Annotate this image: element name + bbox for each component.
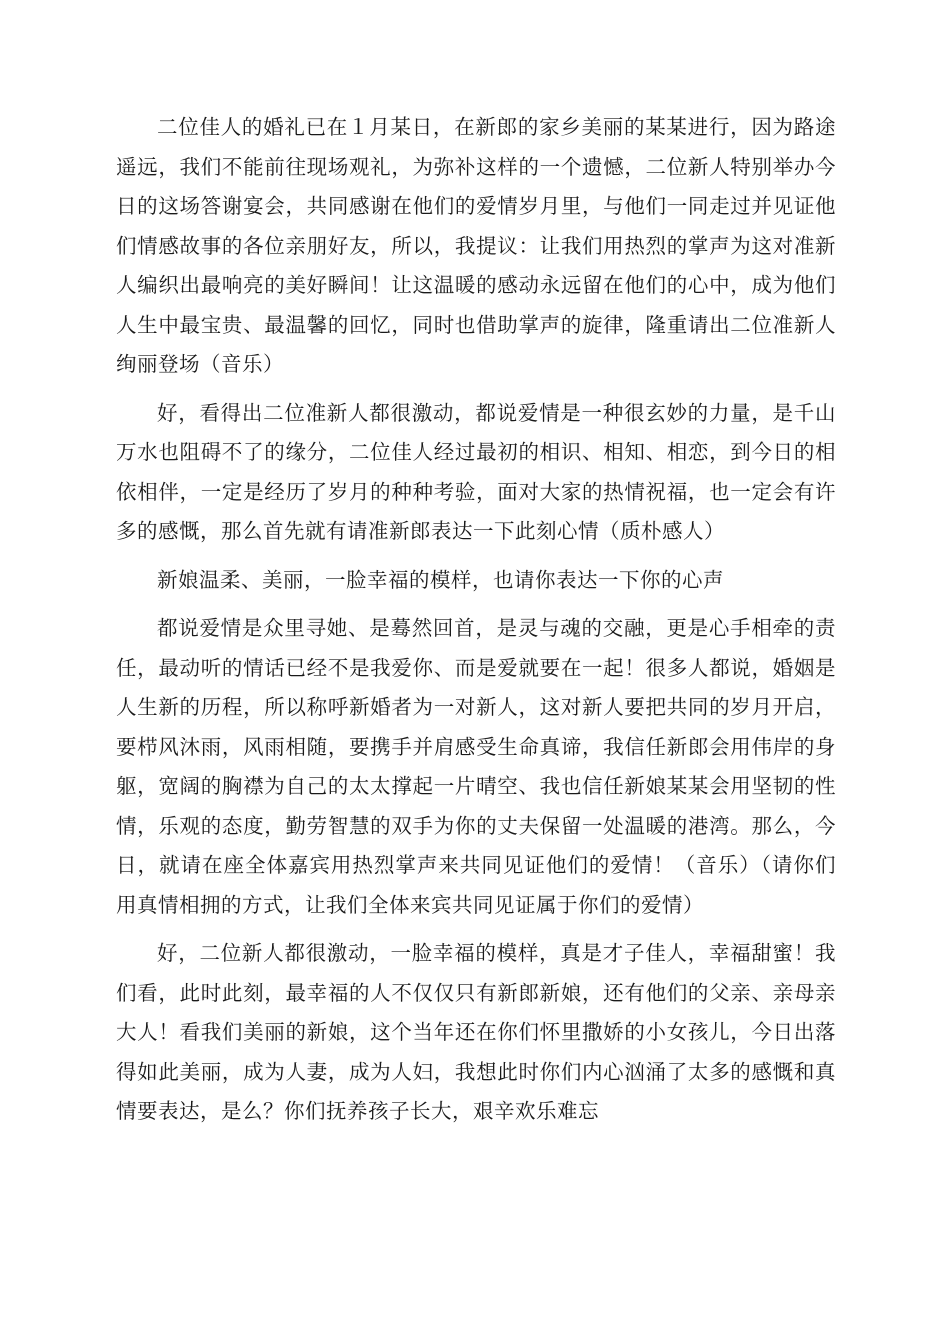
document-body <box>116 108 836 1141</box>
paragraph-groom-speech-invite: 好，看得出二位准新人都很激动，都说爱情是一种很玄妙的力量，是千山万水也阻碍不了的缘分，二位佳人经过最初的相识、相知、相恋，到今日的相依相伴，一定是经历了岁月的种种考验，面对大家的热情祝福，也一定会有许多的感慨，那么首先就有请准新郎表达一下此刻心情（质朴感人） <box>116 400 836 543</box>
paragraph-parents-tribute: 好，二位新人都很激动，一脸幸福的模样，真是才子佳人，幸福甜蜜！我们看，此时此刻，最幸福的人不仅仅只有新郎新娘，还有他们的父亲、亲母亲大人！看我们美丽的新娘，这个当年还在你们怀里撒娇的小女孩儿，今日出落得如此美丽，成为人妻，成为人妇，我想此时你们内心汹涌了太多的感慨和真情要表达，是么？你们抚养孩子长大，艰辛欢乐难忘 <box>116 941 836 1123</box>
paragraph-bride-speech-invite: 新娘温柔、美丽，一脸幸福的模样，也请你表达一下你的心声 <box>157 567 724 592</box>
paragraph-wedding-intro: 二位佳人的婚礼已在１月某日，在新郎的家乡美丽的某某进行，因为路途遥远，我们不能前往现场观礼，为弥补这样的一个遗憾，二位新人特别举办今日的这场答谢宴会，共同感谢在他们的爱情岁月里，与他们一同走过并见证他们情感故事的各位亲朋好友，所以，我提议：让我们用热烈的掌声为这对准新人编织出最响亮的美好瞬间！让这温暖的感动永远留在他们的心中，成为他们人生中最宝贵、最温馨的回忆，同时也借助掌声的旋律，隆重请出二位准新人绚丽登场（音乐） <box>116 115 836 376</box>
paragraph-love-vows: 都说爱情是众里寻她、是蓦然回首，是灵与魂的交融，更是心手相牵的责任，最动听的情话已经不是我爱你、而是爱就要在一起！很多人都说，婚姻是人生新的历程，所以称呼新婚者为一对新人，这对新人要把共同的岁月开启，要栉风沐雨，风雨相随，要携手并肩感受生命真谛，我信任新郎会用伟岸的身躯，宽阔的胸襟为自己的太太撑起一片晴空、我也信任新娘某某会用坚韧的性情，乐观的态度，勤劳智慧的双手为你的丈夫保留一处温暖的港湾。那么，今日，就请在座全体嘉宾用热烈掌声来共同见证他们的爱情！（音乐）（请你们用真情相拥的方式，让我们全体来宾共同见证属于你们的爱情） <box>116 616 836 917</box>
